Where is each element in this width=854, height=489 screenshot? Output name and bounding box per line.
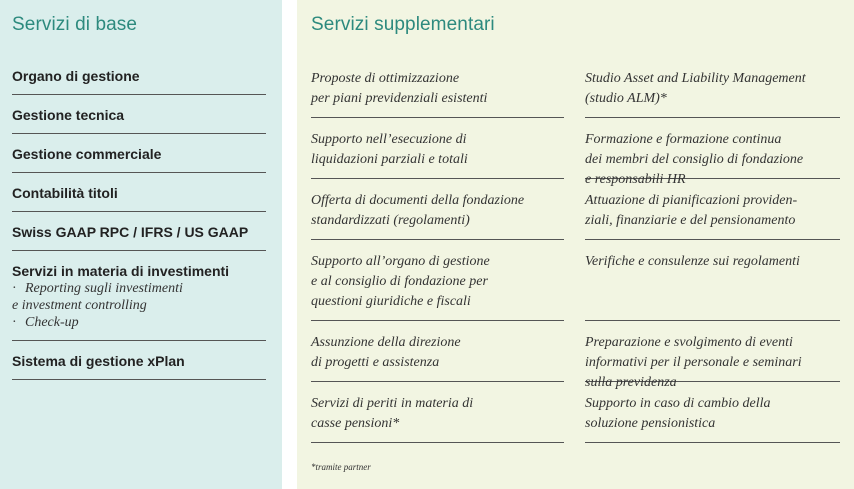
investment-services-label: Servizi in materia di investimenti	[12, 263, 230, 279]
service-item-line: Supporto nell’esecuzione di	[311, 132, 467, 147]
service-item-line: informativi per il personale e seminari	[585, 355, 802, 370]
service-item	[311, 240, 564, 321]
service-item	[311, 321, 564, 382]
sub-item-continuation: e investment controlling	[12, 298, 147, 313]
service-item-line: Preparazione e svolgimento di eventi	[585, 335, 793, 350]
service-item-line: liquidazioni parziali e totali	[311, 152, 468, 167]
service-item-line: per piani previdenziali esistenti	[311, 91, 488, 106]
service-item-line: Offerta di documenti della fondazione	[311, 193, 525, 208]
service-item-line: questioni giuridiche e fiscali	[311, 294, 471, 309]
sub-item	[12, 314, 266, 331]
service-item	[311, 118, 564, 179]
supplementary-column-right	[585, 57, 840, 443]
bullet: ·	[12, 281, 17, 296]
list-item: Contabilità titoli	[12, 173, 266, 212]
footnote: *tramite partner	[311, 462, 371, 472]
investment-services-item	[12, 251, 266, 341]
supplementary-services-panel	[297, 0, 854, 489]
service-item-line: e al consiglio di fondazione per	[311, 274, 488, 289]
service-item-line: sulla previdenza	[585, 375, 677, 390]
service-item-line: Formazione e formazione continua	[585, 132, 782, 147]
service-item-line: Verifiche e consulenze sui regolamenti	[585, 254, 800, 269]
service-item-line: casse pensioni*	[311, 416, 400, 431]
service-item	[585, 240, 840, 321]
basic-services-panel	[0, 0, 282, 489]
list-item: Sistema di gestione xPlan	[12, 341, 266, 380]
service-item-line: Attuazione di pianificazioni providen-	[585, 193, 798, 208]
service-item-line: e responsabili HR	[585, 172, 686, 187]
service-item-line: (studio ALM)*	[585, 91, 667, 106]
service-item	[585, 321, 840, 390]
list-item: Gestione commerciale	[12, 134, 266, 173]
supplementary-column-left	[311, 57, 564, 443]
sub-item-text: Check-up	[25, 315, 79, 330]
sub-item-text: Reporting sugli investimenti	[25, 281, 183, 296]
service-item-line: ziali, finanziarie e del pensionamento	[585, 213, 796, 228]
bullet: ·	[12, 315, 17, 330]
service-item	[311, 57, 564, 118]
sub-item	[12, 280, 266, 297]
service-item-line: Supporto all’organo di gestione	[311, 254, 490, 269]
list-item: Gestione tecnica	[12, 95, 266, 134]
service-item	[585, 57, 840, 118]
supplementary-services-title: Servizi supplementari	[311, 14, 495, 35]
service-item-line: Proposte di ottimizzazione	[311, 71, 460, 86]
service-item-line: standardizzati (regolamenti)	[311, 213, 470, 228]
service-item	[311, 179, 564, 240]
service-item-line: Servizi di periti in materia di	[311, 396, 474, 411]
list-item: Organo di gestione	[12, 57, 266, 95]
service-item	[311, 382, 564, 443]
service-item-line: Assunzione della direzione	[311, 335, 461, 350]
service-item-line: Studio Asset and Liability Management	[585, 71, 806, 86]
list-item: Swiss GAAP RPC / IFRS / US GAAP	[12, 212, 266, 251]
service-item-line: Supporto in caso di cambio della	[585, 396, 771, 411]
service-item	[585, 118, 840, 187]
service-item-line: dei membri del consiglio di fondazione	[585, 152, 804, 167]
service-item-line: di progetti e assistenza	[311, 355, 440, 370]
service-item-line: soluzione pensionistica	[585, 416, 716, 431]
basic-services-title: Servizi di base	[12, 14, 138, 35]
basic-services-list	[12, 57, 266, 380]
